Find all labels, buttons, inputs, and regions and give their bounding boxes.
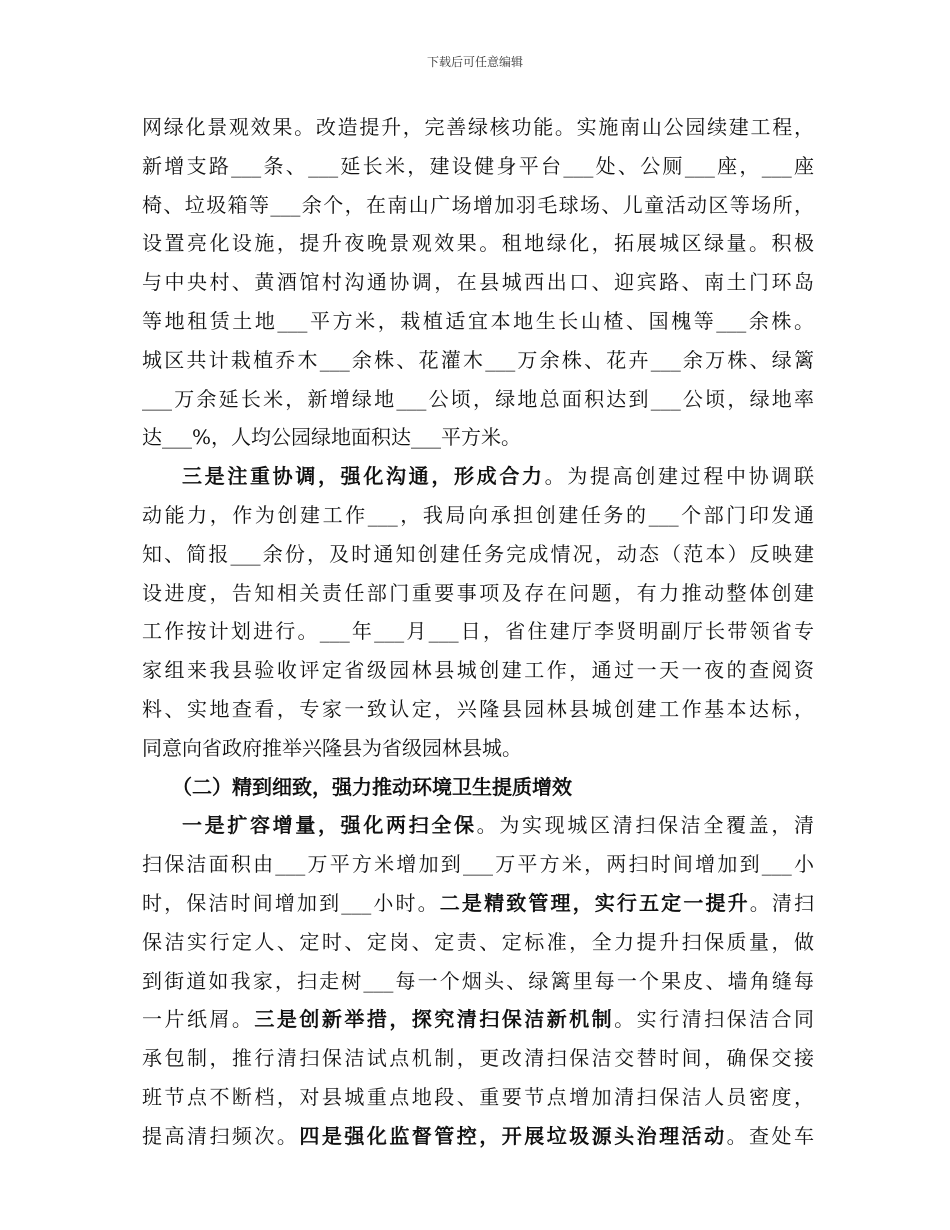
- text-run: 。实行清扫保洁合同: [614, 1007, 814, 1032]
- text-line: [142, 690, 814, 729]
- text-run: 。清扫: [749, 890, 814, 915]
- text-run: 班节点不断档，对县城重点地段、重要节点增加清扫保洁人员密度，: [142, 1084, 814, 1109]
- text-run: 家组来我县验收评定省级园林县城创建工作，通过一天一夜的查阅资: [142, 658, 814, 683]
- text-line: [142, 574, 814, 613]
- text-line: [142, 147, 814, 186]
- text-run: 等地租赁土地___平方米，栽植适宜本地生长山楂、国槐等___余株。: [142, 308, 814, 333]
- bold-heading-run: 三是创新举措，探究清扫保洁新机制: [254, 1007, 615, 1032]
- text-run: 保洁实行定人、定时、定岗、定责、定标准，全力提升扫保质量，做: [142, 929, 814, 954]
- text-line: [142, 1000, 814, 1039]
- text-line: [142, 962, 814, 1001]
- text-line: [142, 729, 814, 768]
- text-run: 。查处车: [726, 1123, 814, 1148]
- text-run: ___万余延长米，新增绿地___公顷，绿地总面积达到___公顷，绿地率: [142, 386, 814, 411]
- text-run: 。为提高创建过程中协调联: [544, 464, 814, 489]
- text-line: [142, 1078, 814, 1117]
- text-run: 设置亮化设施，提升夜晚景观效果。租地绿化，拓展城区绿量。积极: [142, 231, 814, 256]
- text-line: [142, 884, 814, 923]
- text-run: 达___%，人均公园绿地面积达___平方米。: [142, 425, 522, 450]
- text-line: [142, 1039, 814, 1078]
- text-run: 设进度，告知相关责任部门重要事项及存在问题，有力推动整体创建: [142, 580, 814, 605]
- text-run: 椅、垃圾箱等___余个，在南山广场增加羽毛球场、儿童活动区等场所，: [142, 192, 814, 217]
- bold-heading-run: 三是注重协调，强化沟通，形成合力: [182, 464, 545, 489]
- body-text: [142, 108, 814, 1156]
- text-line: [142, 806, 814, 845]
- bold-heading-run: 四是强化监督管控，开展垃圾源头治理活动: [299, 1123, 727, 1148]
- text-line: [142, 341, 814, 380]
- text-run: 承包制，推行清扫保洁试点机制，更改清扫保洁交替时间，确保交接: [142, 1046, 814, 1071]
- text-line: [142, 108, 814, 147]
- text-line: [142, 302, 814, 341]
- text-run: 城区共计栽植乔木___余株、花灌木___万余株、花卉___余万株、绿篱: [142, 347, 814, 372]
- text-line: [142, 612, 814, 651]
- text-run: 。为实现城区清扫保洁全覆盖，清: [476, 813, 814, 838]
- text-run: 扫保洁面积由___万平方米增加到___万平方米，两扫时间增加到___小: [142, 852, 814, 877]
- text-line: [142, 651, 814, 690]
- text-run: 与中央村、黄酒馆村沟通协调，在县城西出口、迎宾路、南土门环岛: [142, 270, 814, 295]
- text-run: 网绿化景观效果。改造提升，完善绿核功能。实施南山公园续建工程，: [142, 115, 814, 139]
- text-line: [142, 768, 814, 807]
- text-line: [142, 186, 814, 225]
- text-run: 工作按计划进行。___年___月___日，省住建厅李贤明副厅长带领省专: [142, 619, 814, 644]
- text-line: [142, 380, 814, 419]
- text-line: [142, 418, 814, 457]
- text-run: 新增支路___条、___延长米，建设健身平台___处、公厕___座，___座: [142, 153, 814, 178]
- bold-heading-run: 一是扩容增量，强化两扫全保: [182, 813, 477, 838]
- page-header: 下载后可任意编辑: [426, 55, 523, 69]
- bold-heading-run: （二）精到细致，强力推动环境卫生提质增效: [172, 774, 572, 799]
- text-run: 动能力，作为创建工作___，我局向承担创建任务的___个部门印发通: [142, 502, 814, 527]
- text-line: [142, 263, 814, 302]
- text-run: 同意向省政府推举兴隆县为省级园林县城。: [142, 735, 522, 760]
- text-run: 料、实地查看，专家一致认定，兴隆县园林县城创建工作基本达标，: [142, 696, 814, 721]
- text-run: 一片纸屑。: [142, 1007, 255, 1032]
- text-run: 知、简报___余份，及时通知创建任务完成情况，动态（范本）反映建: [142, 541, 814, 566]
- text-run: 提高清扫频次。: [142, 1123, 300, 1148]
- text-line: [142, 1117, 814, 1156]
- text-line: [142, 224, 814, 263]
- text-line: [142, 457, 814, 496]
- text-run: 时，保洁时间增加到___小时。: [142, 890, 440, 915]
- text-line: [142, 535, 814, 574]
- text-run: 到街道如我家，扫走树___每一个烟头、绿篱里每一个果皮、墙角缝每: [142, 968, 814, 993]
- bold-heading-run: 二是精致管理，实行五定一提升: [439, 890, 750, 915]
- text-line: [142, 496, 814, 535]
- text-line: [142, 923, 814, 962]
- text-line: [142, 845, 814, 884]
